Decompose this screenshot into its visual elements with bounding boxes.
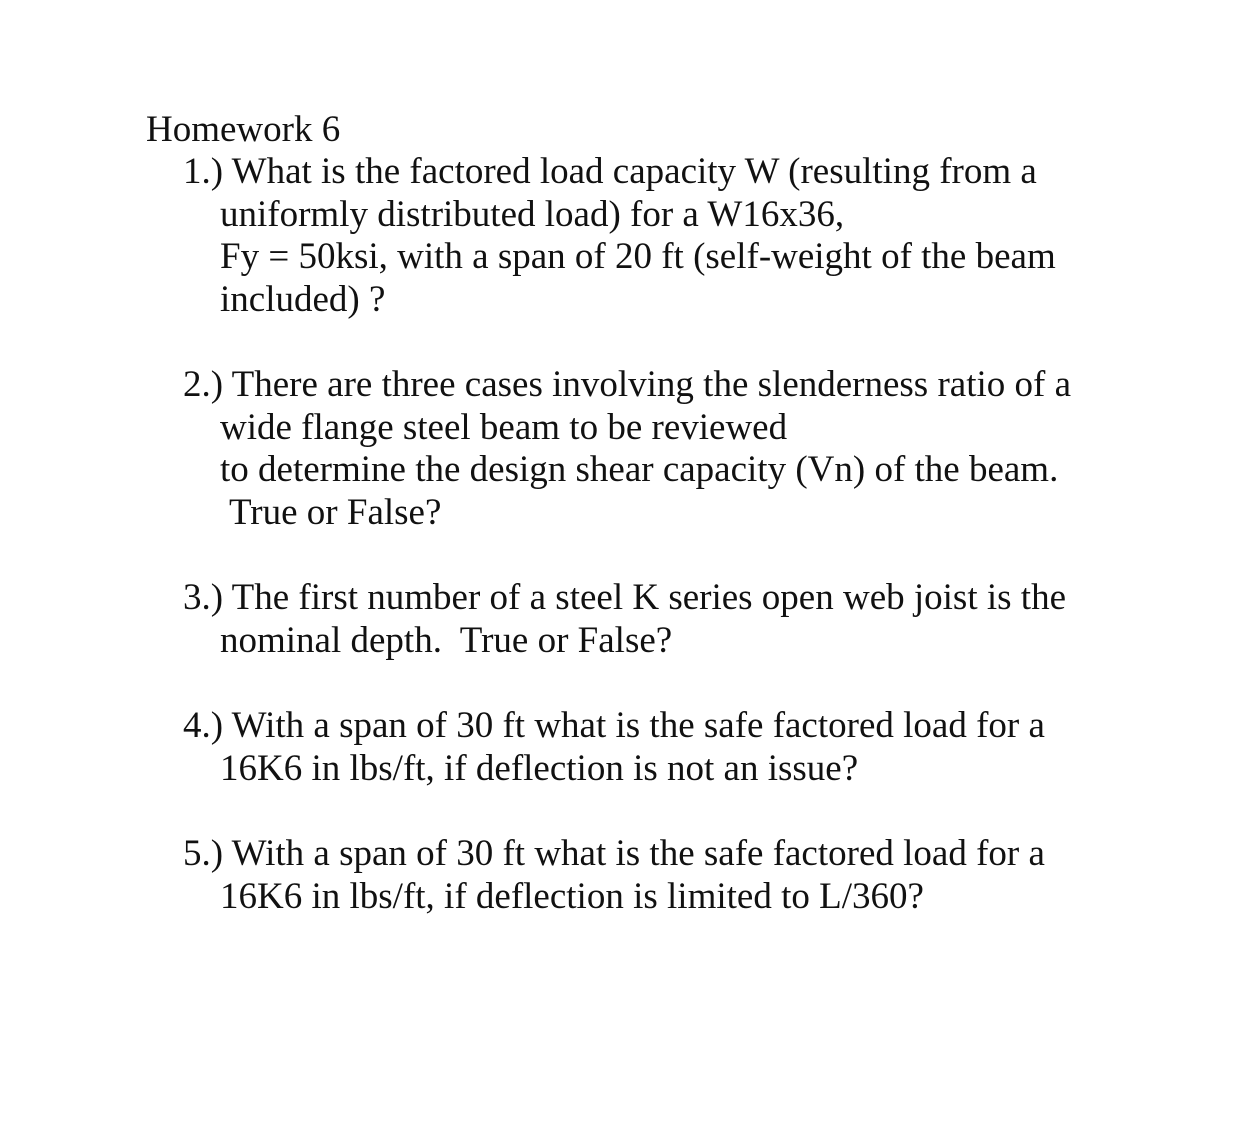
question-line: Fy = 50ksi, with a span of 20 ft (self-weight of the beam xyxy=(220,236,1056,277)
question-line: 1.) What is the factored load capacity W (resulting from a xyxy=(183,151,1037,192)
question-line: True or False? xyxy=(229,491,442,533)
question-line: nominal depth. True or False? xyxy=(220,619,673,661)
question-line: 4.) With a span of 30 ft what is the safe factored load for a xyxy=(183,705,1045,746)
question-5 xyxy=(183,833,1045,918)
document-title: Homework 6 xyxy=(146,109,341,150)
question-3 xyxy=(183,577,1066,662)
question-line: 2.) There are three cases involving the slenderness ratio of a xyxy=(183,364,1071,405)
question-4 xyxy=(183,705,1045,790)
question-line: uniformly distributed load) for a W16x36, xyxy=(220,193,845,235)
question-line: included) ? xyxy=(220,278,386,320)
question-line: 16K6 in lbs/ft, if deflection is not an issue? xyxy=(220,747,859,789)
question-line: wide flange steel beam to be reviewed xyxy=(220,406,788,448)
question-line: 5.) With a span of 30 ft what is the safe factored load for a xyxy=(183,833,1045,874)
question-1 xyxy=(183,151,1056,321)
question-line: 3.) The first number of a steel K series open web joist is the xyxy=(183,577,1066,618)
question-line: 16K6 in lbs/ft, if deflection is limited to L/360? xyxy=(220,875,924,917)
question-2 xyxy=(183,364,1071,534)
question-line: to determine the design shear capacity (Vn) of the beam. xyxy=(220,449,1059,490)
